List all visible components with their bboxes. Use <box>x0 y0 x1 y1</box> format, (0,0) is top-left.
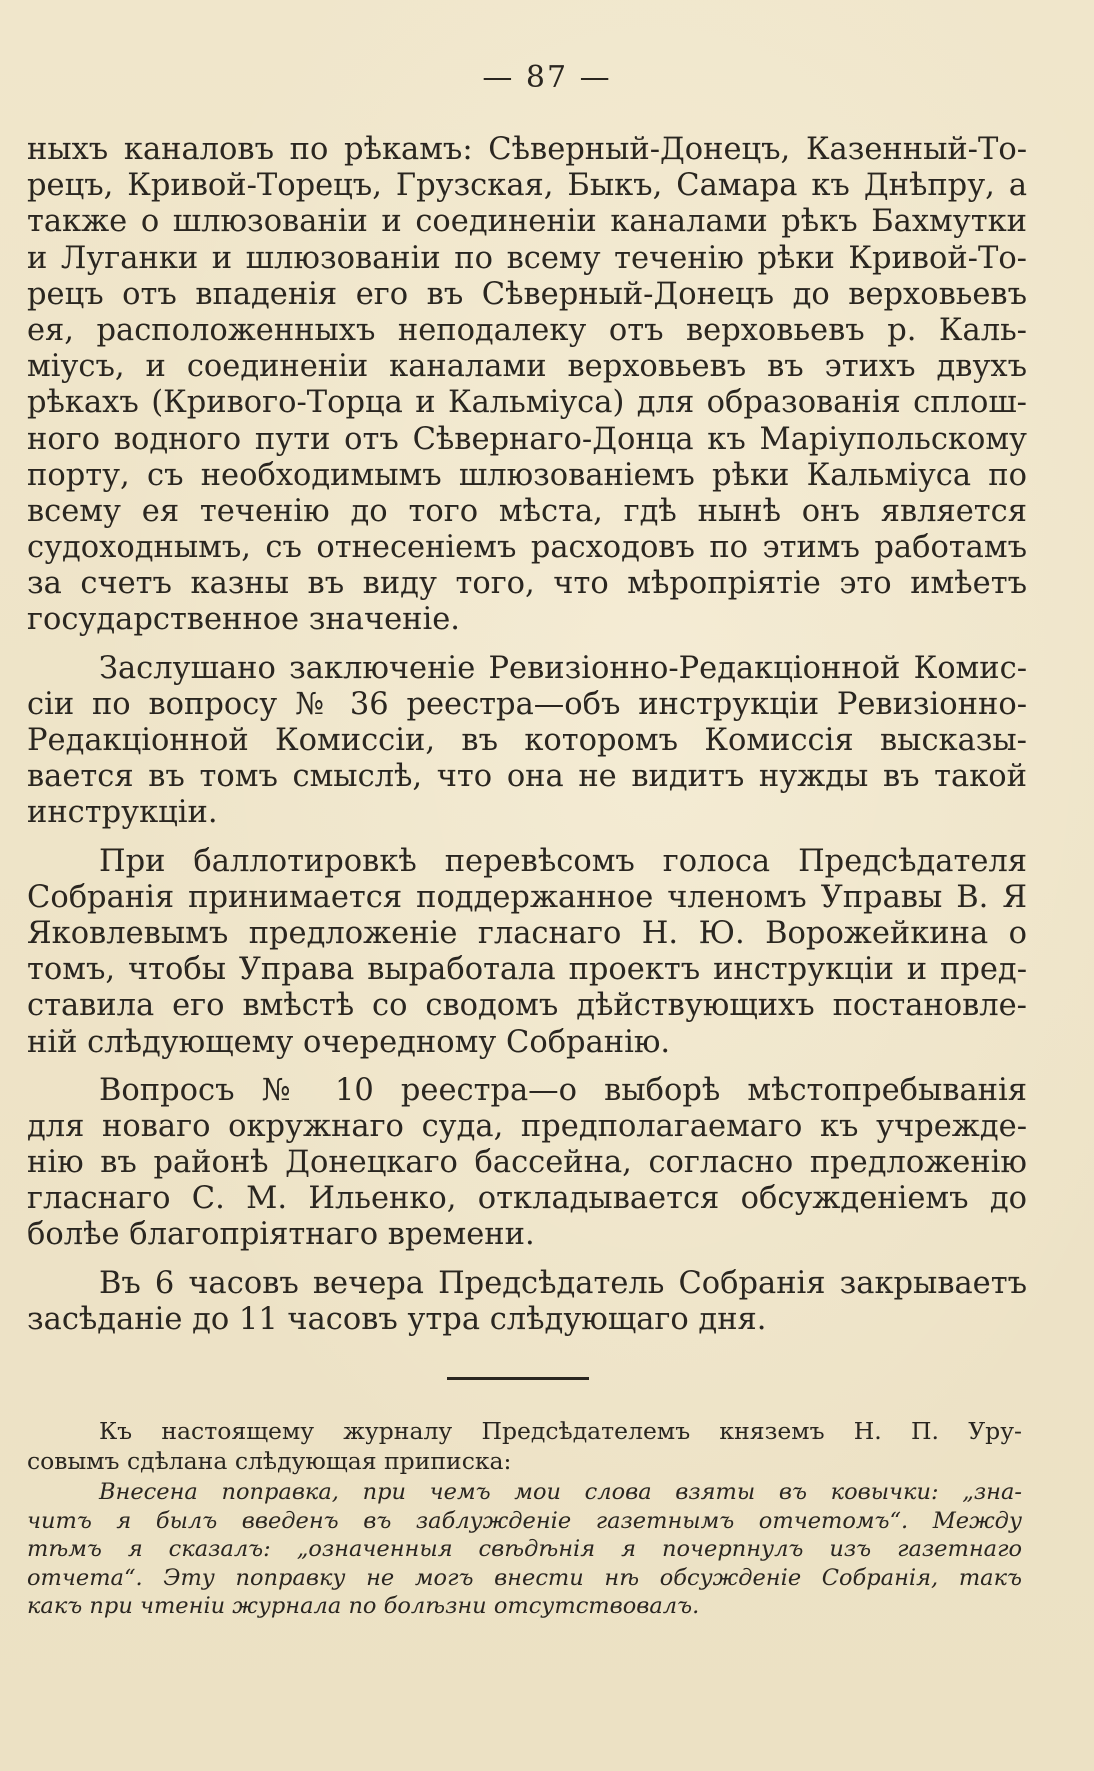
text-line: рецъ, Кривой-Торецъ, Грузская, Быкъ, Самара къ Днѣпру, а <box>27 168 1027 204</box>
text-line: государственное значеніе. <box>27 602 460 638</box>
paragraph <box>27 1266 1027 1338</box>
text-line: Вопросъ № 10 реестра—о выборѣ мѣстопребыванія <box>99 1072 1027 1108</box>
text-line: болѣе благопріятнаго времени. <box>27 1217 535 1253</box>
text-line: засѣданіе до 11 часовъ утра слѣдующаго дня. <box>27 1301 767 1337</box>
footnote-quote <box>27 1478 1022 1621</box>
footnote-quote-line: читъ я былъ введенъ въ заблужденіе газетнымъ отчетомъ“. Между <box>27 1507 1022 1534</box>
text-line: рѣкахъ (Кривого-Торца и Кальміуса) для образованія сплош- <box>27 385 1027 421</box>
text-line: нію въ районѣ Донецкаго бассейна, согласно предложенію <box>27 1145 1027 1181</box>
text-line: Заслушано заключеніе Ревизіонно-Редакціонной Комис- <box>99 650 1027 686</box>
text-line: Яковлевымъ предложеніе гласнаго Н. Ю. Ворожейкина о <box>27 915 1027 951</box>
footnote-line: совымъ сдѣлана слѣдующая приписка: <box>27 1447 512 1475</box>
footnote-quote-line: тѣмъ я сказалъ: „означенныя свѣдѣнія я почерпнулъ изъ газетнаго <box>27 1536 1022 1563</box>
text-line: всему ея теченію до того мѣста, гдѣ нынѣ онъ является <box>27 493 1027 529</box>
separator-rule <box>447 1377 589 1380</box>
footnote-line: Къ настоящему журналу Предсѣдателемъ княземъ Н. П. Уру- <box>99 1417 1022 1445</box>
footnote-quote-line: отчета“. Эту поправку не могъ внести нѣ обсужденіе Собранія, такъ <box>27 1564 1022 1591</box>
text-line: міусъ, и соединеніи каналами верховьевъ въ этихъ двухъ <box>27 349 1027 385</box>
text-line: для новаго окружнаго суда, предполагаемаго къ учрежде- <box>27 1108 1027 1144</box>
text-line: ея, расположенныхъ неподалеку отъ верховьевъ р. Каль- <box>27 312 1027 348</box>
text-line: сіи по вопросу № 36 реестра—объ инструкціи Ревизіонно- <box>27 686 1027 722</box>
text-line: Редакціонной Комиссіи, въ которомъ Комиссія высказы- <box>27 723 1027 758</box>
text-line: ставила его вмѣстѣ со сводомъ дѣйствующихъ постановле- <box>27 988 1027 1024</box>
text-line: Въ 6 часовъ вечера Предсѣдатель Собранія закрываетъ <box>99 1265 1027 1301</box>
main-text <box>27 132 1027 1338</box>
footnote-quote-line: какъ при чтеніи журнала по болѣзни отсутствовалъ. <box>27 1593 700 1620</box>
text-line: и Луганки и шлюзованіи по всему теченію рѣки Кривой-То- <box>27 240 1027 276</box>
text-line: гласнаго С. М. Ильенко, откладывается обсужденіемъ до <box>27 1181 1027 1217</box>
text-line: вается въ томъ смыслѣ, что она не видитъ нужды въ такой <box>27 759 1027 795</box>
text-line: томъ, чтобы Управа выработала проектъ инструкціи и пред- <box>27 952 1027 988</box>
paragraph <box>27 1073 1027 1254</box>
paragraph <box>27 651 1027 832</box>
text-line: за счетъ казны въ виду того, что мѣропріятіе это имѣетъ <box>27 566 1027 602</box>
page-number: — 87 — <box>482 60 612 95</box>
text-line: порту, съ необходимымъ шлюзованіемъ рѣки Кальміуса по <box>27 457 1027 493</box>
text-line: ного водного пути отъ Сѣвернаго-Донца къ Маріупольскому <box>27 421 1027 457</box>
text-line: При баллотировкѣ перевѣсомъ голоса Предсѣдателя <box>99 843 1027 879</box>
paragraph <box>27 844 1027 1061</box>
text-line: судоходнымъ, съ отнесеніемъ расходовъ по этимъ работамъ <box>27 530 1027 566</box>
footnote-quote-line: Внесена поправка, при чемъ мои слова взяты въ ковычки: „зна- <box>99 1479 1022 1505</box>
text-line: также о шлюзованіи и соединеніи каналами рѣкъ Бахмутки <box>27 204 1027 240</box>
text-line: Собранія принимается поддержанное членомъ Управы В. Я <box>27 879 1027 915</box>
footnote <box>27 1416 1022 1476</box>
text-line: ныхъ каналовъ по рѣкамъ: Сѣверный-Донецъ, Казенный-То- <box>27 132 1027 167</box>
text-line: рецъ отъ впаденія его въ Сѣверный-Донецъ до верховьевъ <box>27 276 1027 312</box>
text-line: ній слѣдующему очередному Собранію. <box>27 1024 671 1060</box>
text-line: инструкціи. <box>27 795 218 831</box>
paragraph <box>27 132 1027 639</box>
